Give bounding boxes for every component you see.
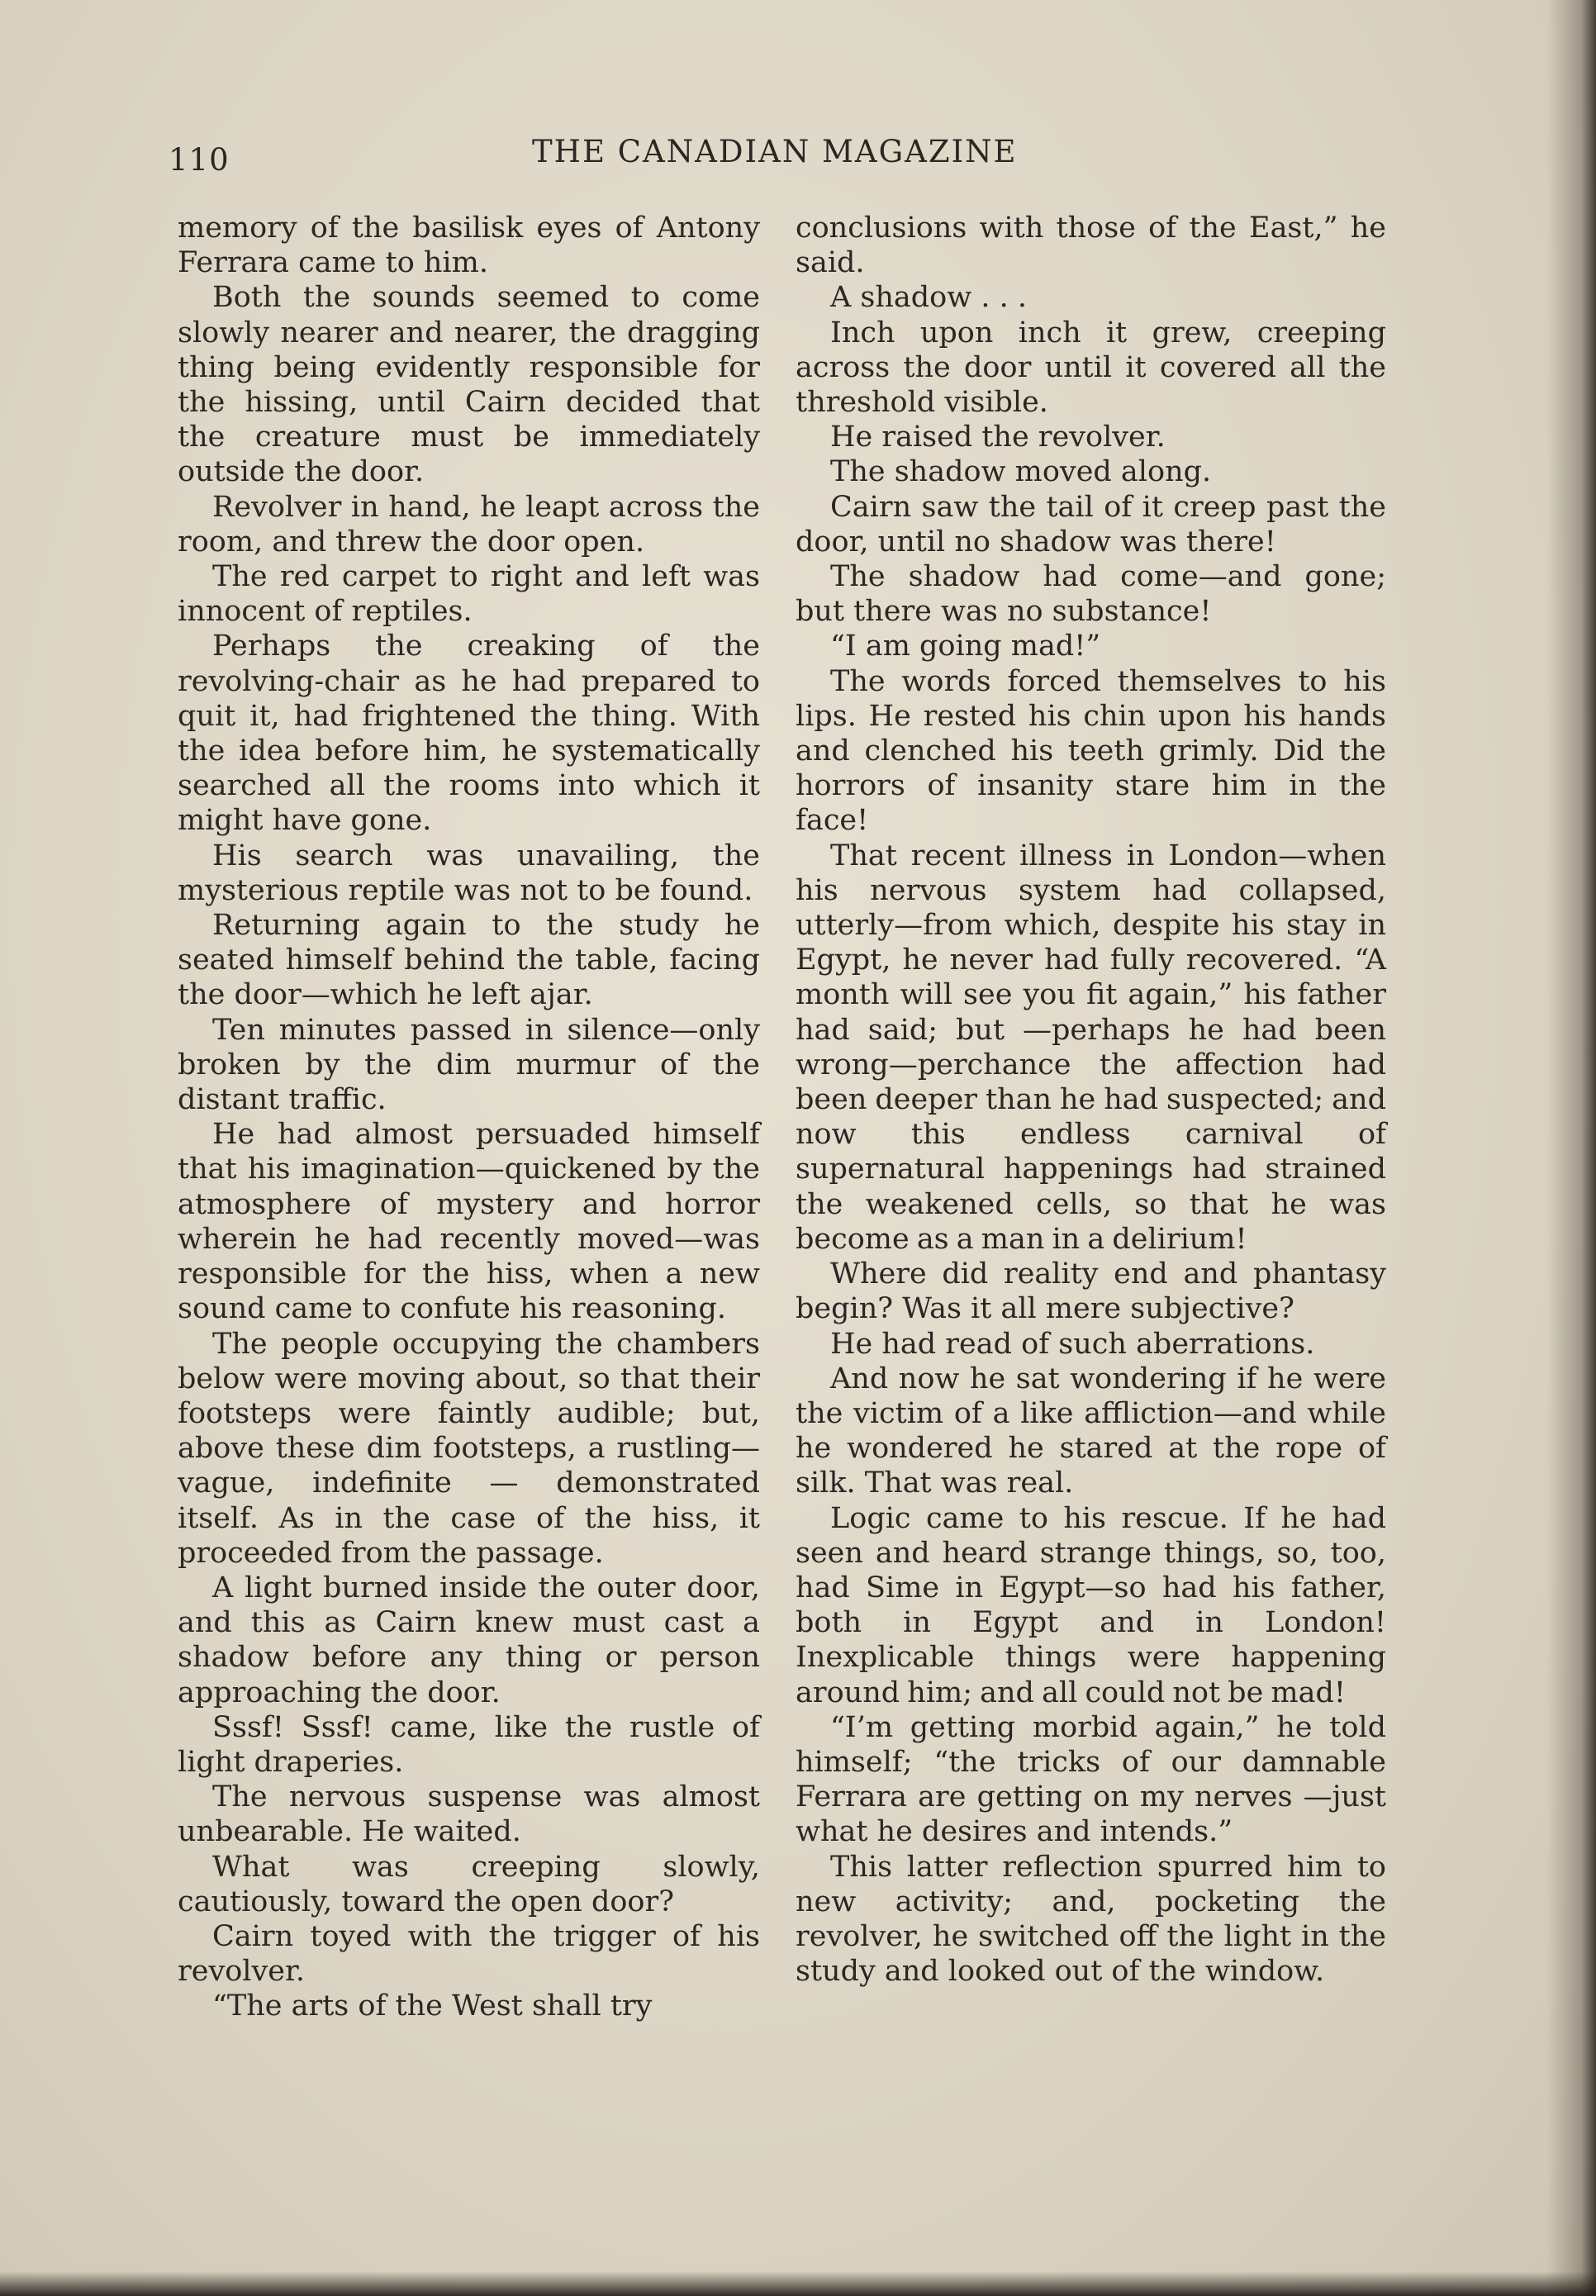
paragraph: This latter reflection spurred him to new activity; and, pocketing the revolver, he switched off the light in the study and looked out of the window. [796,1850,1386,1989]
paragraph: The words forced themselves to his lips. He rested his chin upon his hands and clenched his teeth grimly. Did the horrors of insanity stare him in the face! [796,664,1386,838]
paragraph: The nervous suspense was almost unbearable. He waited. [178,1780,760,1849]
paragraph: Inch upon inch it grew, creeping across the door until it covered all the threshold visible. [796,316,1386,420]
paragraph: Cairn saw the tail of it creep past the door, until no shadow was there! [796,490,1386,559]
paragraph: Where did reality end and phantasy begin? Was it all mere subjective? [796,1257,1386,1326]
paragraph: Perhaps the creaking of the revolving-chair as he had prepared to quit it, had frightened the thing. With the idea before him, he systematically searched all the rooms into which it might have gone. [178,630,760,838]
paragraph: And now he sat wondering if he were the victim of a like affliction—and while he wondered he stared at the rope of silk. That was real. [796,1362,1386,1500]
paragraph: “I’m getting morbid again,” he told himself; “the tricks of our damnable Ferrara are getting on my nerves —just what he desires and intends.” [796,1710,1386,1849]
paragraph: Logic came to his rescue. If he had seen and heard strange things, so, too, had Sime in Egypt—so had his father, both in Egypt and in London! Inexplicable things were happening around him; and all could not be mad! [796,1501,1386,1709]
page-bottom-edge [0,2271,1596,2296]
paragraph: “The arts of the West shall try [212,1989,653,2023]
paragraph: The shadow had come—and gone; but there was no substance! [796,560,1386,629]
paragraph: Ten minutes passed in silence—only broken by the dim murmur of the distant traffic. [178,1013,760,1117]
paragraph: Revolver in hand, he leapt across the room, and threw the door open. [178,490,760,559]
paragraph: That recent illness in London—when his nervous system had collapsed, utterly—from which, despite his stay in Egypt, he never had fully recovered. “A month will see you fit again,” his father had said; but —perhaps he had been wrong—perchance the affection had been deeper than he had suspected; and now this endless carnival of supernatural happenings had strained the weakened cells, so that he was become as a man in a delirium! [796,839,1386,1256]
paragraph: The red carpet to right and left was innocent of reptiles. [178,560,760,629]
paragraph: “I am going mad!” [830,630,1101,663]
paragraph: conclusions with those of the East,” he said. [796,212,1386,280]
right-column [796,211,1386,1989]
page-header [169,124,1391,182]
paragraph: A shadow . . . [830,281,1027,315]
paragraph: A light burned inside the outer door, and this as Cairn knew must cast a shadow before any thing or person approaching the door. [178,1571,760,1709]
paragraph: The people occupying the chambers below were moving about, so that their footsteps were faintly audible; but, above these dim footsteps, a rustling—vague, indefinite — demonstrated itself. As in the case of the hiss, it proceeded from the passage. [178,1327,760,1570]
paragraph: Cairn toyed with the trigger of his revolver. [178,1919,760,1989]
left-column [178,211,760,2024]
paragraph: He had almost persuaded himself that his imagination—quickened by the atmosphere of mystery and horror wherein he had recently moved—was responsible for the hiss, when a new sound came to confute his reasoning. [178,1118,760,1326]
paragraph: Both the sounds seemed to come slowly nearer and nearer, the dragging thing being evidently responsible for the hissing, until Cairn decided that the creature must be immediately outside the door. [178,281,760,489]
paragraph: What was creeping slowly, cautiously, toward the open door? [178,1850,760,1918]
paragraph: He had read of such aberrations. [830,1327,1315,1361]
running-title: THE CANADIAN MAGAZINE [532,134,1018,169]
paragraph: memory of the basilisk eyes of Antony Ferrara came to him. [178,212,760,280]
spine-shadow [1546,0,1596,2296]
paragraph: His search was unavailing, the mysterious reptile was not to be found. [178,839,760,907]
paragraph: Sssf! Sssf! came, like the rustle of light draperies. [178,1710,760,1779]
paragraph: He raised the revolver. [830,421,1166,454]
paragraph: The shadow moved along. [830,455,1212,489]
page-number: 110 [169,142,230,178]
paragraph: Returning again to the study he seated himself behind the table, facing the door—which he left ajar. [178,909,760,1012]
